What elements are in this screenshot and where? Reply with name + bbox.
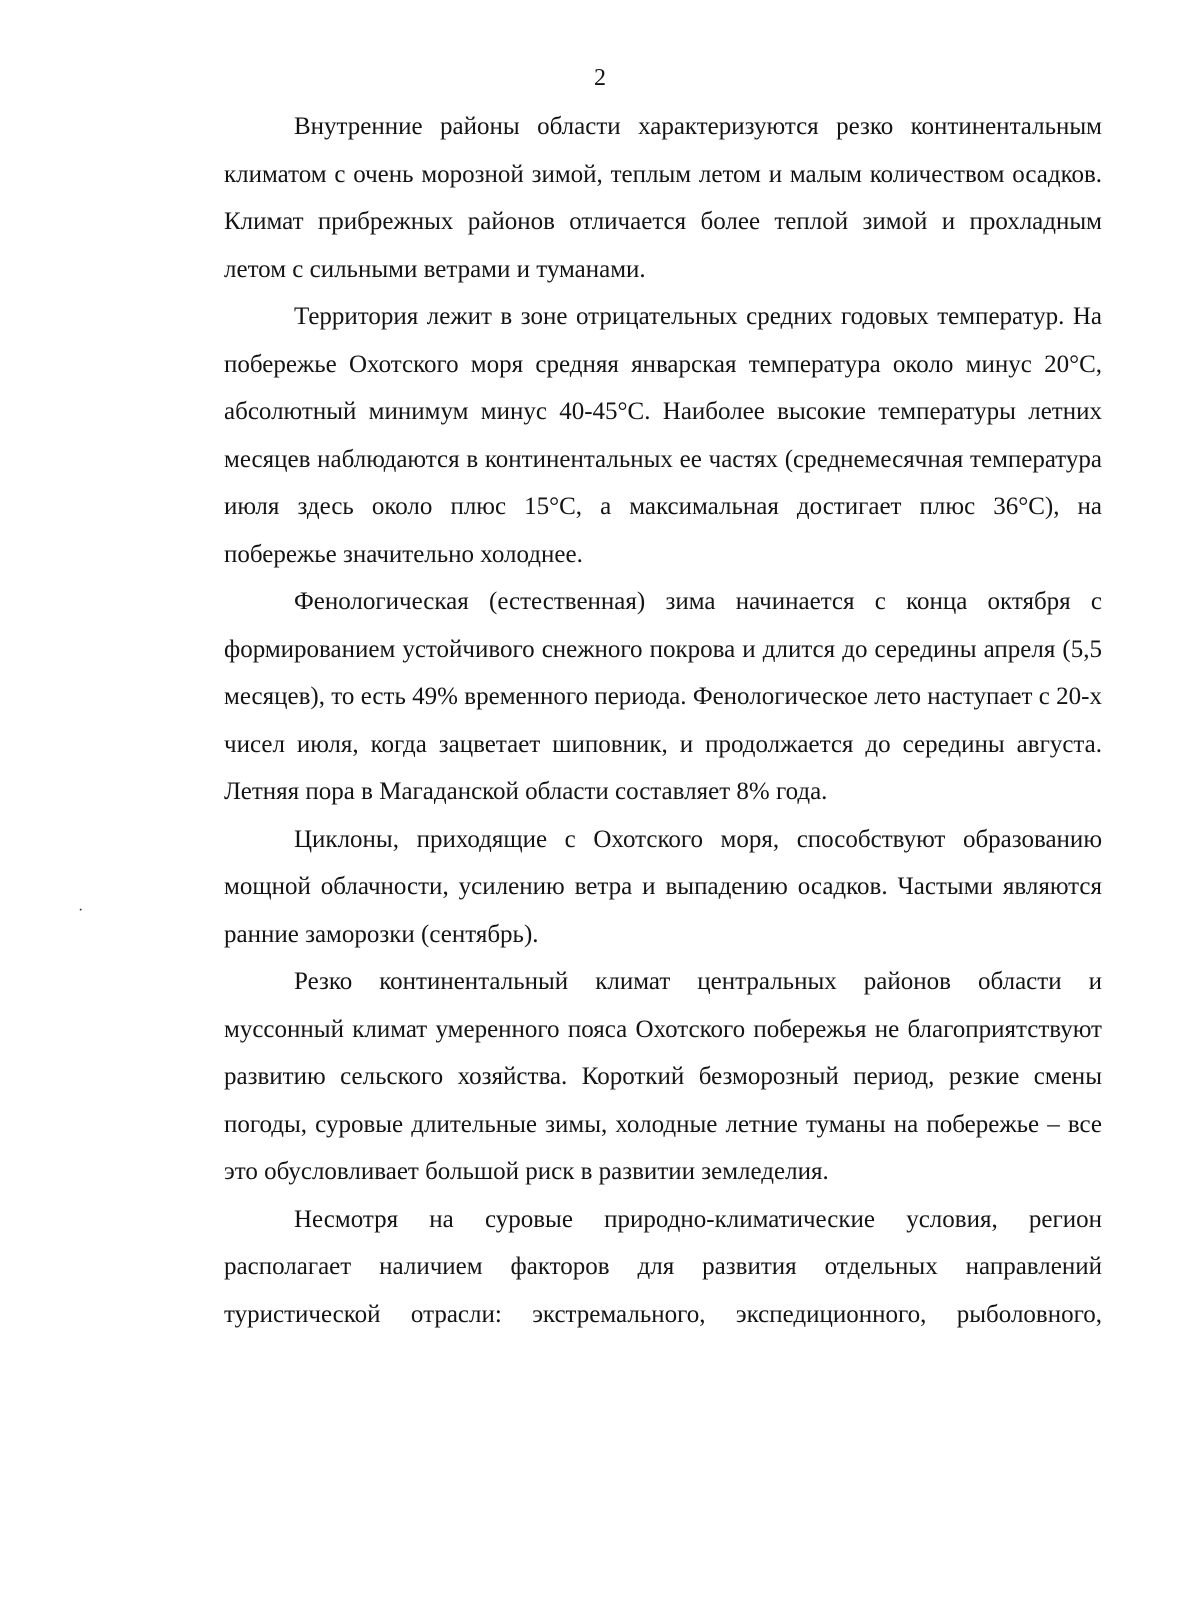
body-text <box>224 103 1102 1338</box>
paragraph-tourism: Несмотря на суровые природно-климатические условия, регион располагает наличием факторов для развития отдельных направлений туристической отрасли: экстремального, экспедиционного, рыболовного, <box>224 1205 1102 1328</box>
scan-margin-mark: · <box>78 902 90 919</box>
paragraph-phenological-seasons: Фенологическая (естественная) зима начинается с конца октября с формированием устойчивого снежного покрова и длится до середины апреля (5,5 месяцев), то есть 49% временного периода. Фенологическое лето наступает с 20-х чисел июля, когда зацветает шиповник, и продолжается до середины августа. Летняя пора в Магаданской области составляет 8% года. <box>224 588 1102 805</box>
paragraph-cyclones: Циклоны, приходящие с Охотского моря, способствуют образованию мощной облачности, усилению ветра и выпадению осадков. Частыми являются ранние заморозки (сентябрь). <box>224 825 1102 948</box>
paragraph-inland-climate: Внутренние районы области характеризуются резко континентальным климатом с очень морозной зимой, теплым летом и малым количеством осадков. Климат прибрежных районов отличается более теплой зимой и прохладным летом с сильными ветрами и туманами. <box>224 113 1102 283</box>
page-number: 2 <box>594 65 606 91</box>
paragraph-temperatures: Территория лежит в зоне отрицательных средних годовых температур. На побережье Охотского моря средняя январская температура около минус 20°С, абсолютный минимум минус 40-45°С. Наиболее высокие температуры летних месяцев наблюдаются в континентальных ее частях (среднемесячная температура июля здесь около плюс 15°С, а максимальная достигает плюс 36°С), на побережье значительно холоднее. <box>224 303 1102 568</box>
paragraph-agriculture: Резко континентальный климат центральных районов области и муссонный климат умеренного пояса Охотского побережья не благоприятствуют развитию сельского хозяйства. Короткий безморозный период, резкие смены погоды, суровые длительные зимы, холодные летние туманы на побережье – все это обусловливает большой риск в развитии земледелия. <box>224 968 1102 1185</box>
